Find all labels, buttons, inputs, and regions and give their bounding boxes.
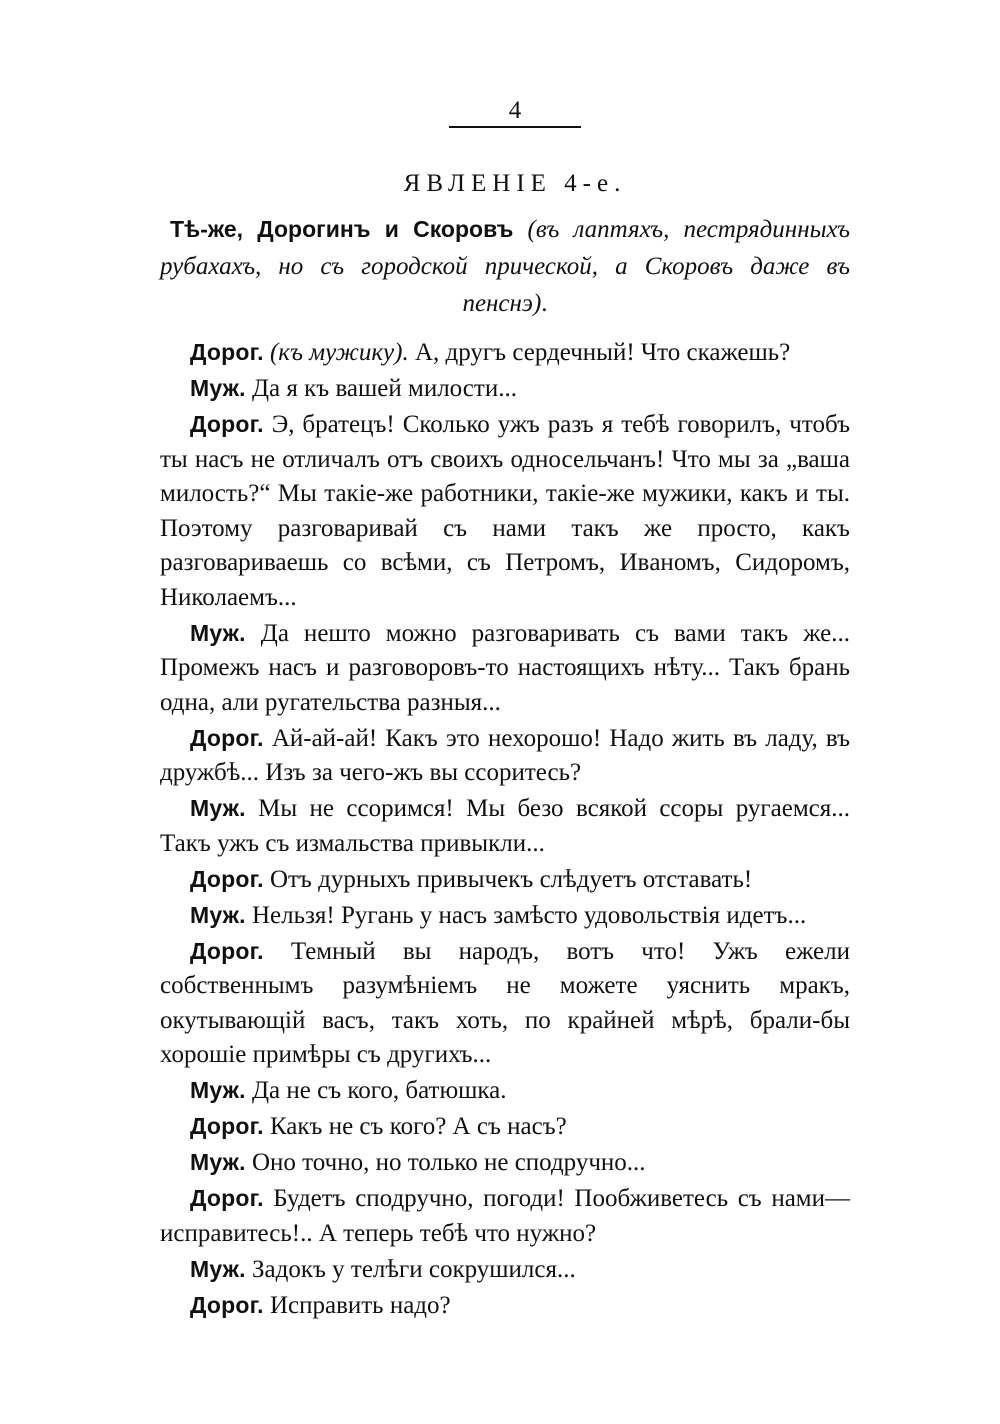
- speaker-name: Муж.: [190, 375, 246, 401]
- speech-text: Мы не ссоримся! Мы безо всякой ссоры ругаемся... Такъ ужъ съ измальства привыкли...: [160, 795, 850, 857]
- dialogue-line: [160, 1288, 850, 1324]
- speaker-name: Муж.: [190, 1255, 246, 1282]
- dialogue-line: [160, 1145, 850, 1181]
- speaker-name: Дорог.: [190, 937, 264, 964]
- speaker-name: Дорог.: [190, 411, 264, 437]
- page-number: 4: [508, 97, 522, 124]
- speech-text: Будетъ сподручно, погоди! Пообживетесь съ нами— исправитесь!.. А теперь тебѣ что нужно?: [160, 1185, 850, 1247]
- cast-names: Тѣ-же, Дорогинъ и Скоровъ: [170, 216, 514, 242]
- speech-text: Оно точно, но только не сподручно...: [251, 1149, 646, 1176]
- cast-end-punctuation: .: [541, 290, 548, 317]
- dialogue-line: [160, 616, 850, 721]
- dialogue-line: [160, 862, 850, 898]
- speech-text: Да я къ вашей милости...: [251, 375, 517, 402]
- page-number-rule: [449, 126, 581, 128]
- dialogue-line: [160, 335, 850, 371]
- speaker-name: Дорог.: [190, 1113, 264, 1139]
- speaker-name: Дорог.: [190, 724, 264, 751]
- speaker-name: Муж.: [190, 1149, 246, 1175]
- dialogue-line: [160, 1073, 850, 1109]
- speaker-name: Муж.: [190, 795, 246, 821]
- speech-text: Ай-ай-ай! Какъ это нехорошо! Надо жить въ ладу, въ дружбѣ... Изъ за чего-жъ вы ссоритесь?: [160, 724, 850, 786]
- cast-stage-direction: (въ лаптяхъ, пестрядинныхъ рубахахъ, но съ городской прической, а Скоровъ даже въ пенснэ): [160, 216, 850, 317]
- speaker-name: Муж.: [190, 901, 246, 928]
- dialogue-line: [160, 934, 850, 1073]
- dialogue-line: [160, 407, 850, 615]
- speaker-name: Муж.: [190, 1077, 246, 1103]
- dialogue-line: [160, 371, 850, 407]
- dialogue-line: [160, 1181, 850, 1251]
- speaker-name: Дорог.: [190, 1291, 264, 1318]
- book-page: [160, 96, 850, 1324]
- dialogue-line: [160, 898, 850, 934]
- speech-text: Да нешто можно разговаривать съ вами такъ же... Промежъ насъ и разговоровъ-то настоящихъ нѣту... Такъ брань одна, али ругательства разныя...: [160, 619, 851, 716]
- dialogue-line: [160, 1252, 850, 1288]
- speaker-name: Дорог.: [190, 339, 264, 365]
- speaker-name: Дорог.: [190, 865, 264, 892]
- dialogue: [160, 335, 850, 1323]
- scene-title: ЯВЛЕНІЕ 4-е.: [403, 170, 627, 197]
- dialogue-line: [160, 791, 850, 861]
- speech-text: Задокъ у телѣги сокрушился...: [251, 1255, 576, 1283]
- speech-text: Э, братецъ! Сколько ужъ разъ я тебѣ говорилъ, чтобъ ты насъ не отличалъ отъ своихъ односельчанъ! Что мы за „ваша милость?“ Мы такіе-же работники, такіе-же мужики, какъ и ты. Поэтому разговаривай съ нами такъ же просто, какъ разговариваешь со всѣми, съ Петромъ, Ивaномъ, Сидоромъ, Николаемъ...: [160, 411, 850, 611]
- speech-text: Нельзя! Ругань у насъ замѣсто удовольствія идетъ...: [251, 901, 807, 929]
- speech-text: А, другъ сердечный! Что скажешь?: [414, 339, 791, 366]
- speech-text: Да не съ кого, батюшка.: [251, 1077, 507, 1104]
- dialogue-line: [160, 1109, 850, 1145]
- speech-text: Исправить надо?: [269, 1291, 451, 1319]
- stage-direction: (къ мужику).: [269, 339, 409, 366]
- speech-text: Какъ не съ кого? А съ насъ?: [269, 1113, 567, 1140]
- speaker-name: Муж.: [190, 619, 246, 646]
- speech-text: Отъ дурныхъ привычекъ слѣдуетъ отставать!: [269, 865, 753, 893]
- speaker-name: Дорог.: [190, 1185, 264, 1211]
- speech-text: Темный вы народъ, вотъ что! Ужъ ежели собственнымъ разумѣніемъ не можете уяснить мракъ, окутывающій васъ, такъ хоть, по крайней мѣрѣ, брали-бы хорошіе примѣры съ другихъ...: [160, 937, 851, 1068]
- dialogue-line: [160, 721, 850, 791]
- cast-list: [160, 211, 850, 322]
